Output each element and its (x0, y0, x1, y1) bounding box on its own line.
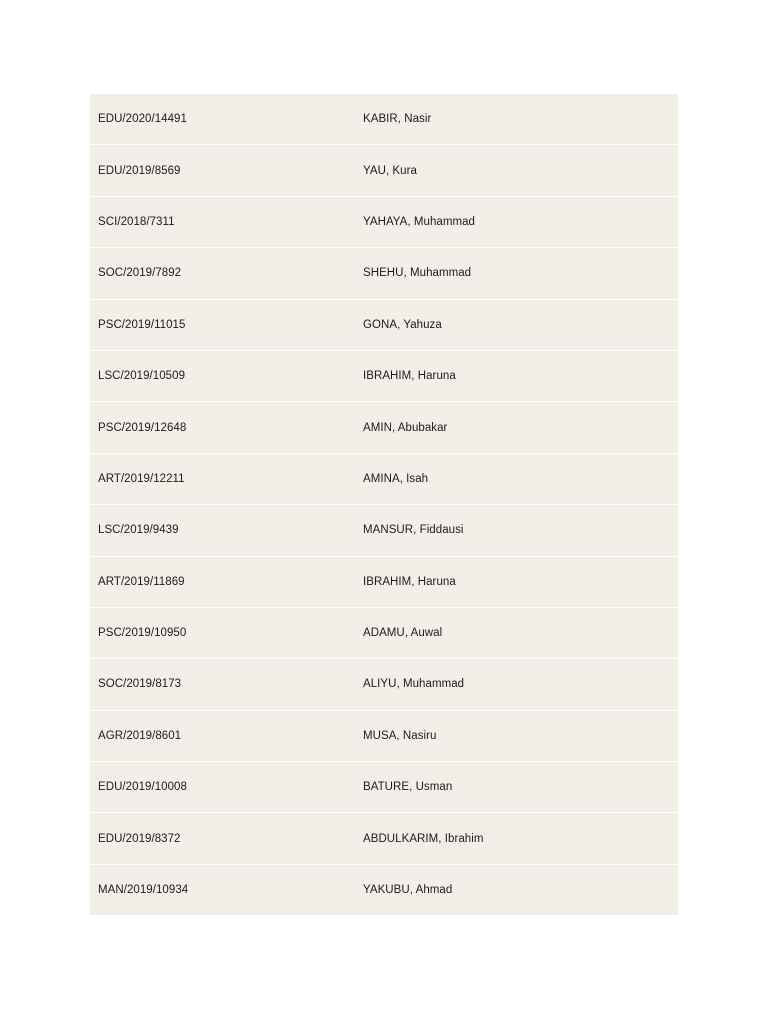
table-row (90, 659, 678, 710)
registration-number: EDU/2019/8569 (98, 164, 181, 177)
student-name: GONA, Yahuza (363, 318, 442, 331)
student-name: MUSA, Nasiru (363, 729, 437, 742)
student-name: ABDULKARIM, Ibrahim (363, 832, 484, 845)
student-name: IBRAHIM, Haruna (363, 370, 456, 383)
registration-number: MAN/2019/10934 (98, 884, 189, 897)
student-name: AMIN, Abubakar (363, 421, 448, 434)
registration-number: PSC/2019/11015 (98, 318, 186, 331)
registration-number: LSC/2019/10509 (98, 370, 186, 383)
registration-number: SCI/2018/7311 (98, 215, 175, 228)
registration-number: EDU/2019/8372 (98, 832, 181, 845)
student-name: ADAMU, Auwal (363, 627, 443, 640)
registration-number: AGR/2019/8601 (98, 729, 182, 742)
table-row (90, 248, 678, 299)
registration-number: PSC/2019/12648 (98, 421, 187, 434)
student-name: MANSUR, Fiddausi (363, 524, 464, 537)
table-row (90, 865, 678, 916)
student-name: YAHAYA, Muhammad (363, 215, 476, 228)
student-name: BATURE, Usman (363, 781, 453, 794)
registration-number: EDU/2019/10008 (98, 781, 187, 794)
registration-number: ART/2019/11869 (98, 575, 185, 588)
table-row (90, 557, 678, 608)
registration-number: LSC/2019/9439 (98, 524, 179, 537)
student-name: YAKUBU, Ahmad (363, 884, 453, 897)
table-row (90, 94, 678, 145)
registration-number: SOC/2019/8173 (98, 678, 182, 691)
table-row (90, 454, 678, 505)
table-row (90, 300, 678, 351)
table-row (90, 813, 678, 864)
table-row (90, 505, 678, 556)
records-table (90, 94, 678, 916)
table-row (90, 762, 678, 813)
registration-number: SOC/2019/7892 (98, 267, 182, 280)
registration-number: ART/2019/12211 (98, 472, 185, 485)
table-row (90, 608, 678, 659)
student-name: KABIR, Nasir (363, 113, 432, 126)
table-row (90, 711, 678, 762)
student-name: ALIYU, Muhammad (363, 678, 465, 691)
table-row (90, 197, 678, 248)
registration-number: PSC/2019/10950 (98, 627, 187, 640)
registration-number: EDU/2020/14491 (98, 113, 187, 126)
student-name: IBRAHIM, Haruna (363, 575, 456, 588)
student-name: YAU, Kura (363, 164, 417, 177)
table-row (90, 351, 678, 402)
student-name: AMINA, Isah (363, 472, 429, 485)
table-row (90, 402, 678, 453)
student-name: SHEHU, Muhammad (363, 267, 472, 280)
table-row (90, 145, 678, 196)
